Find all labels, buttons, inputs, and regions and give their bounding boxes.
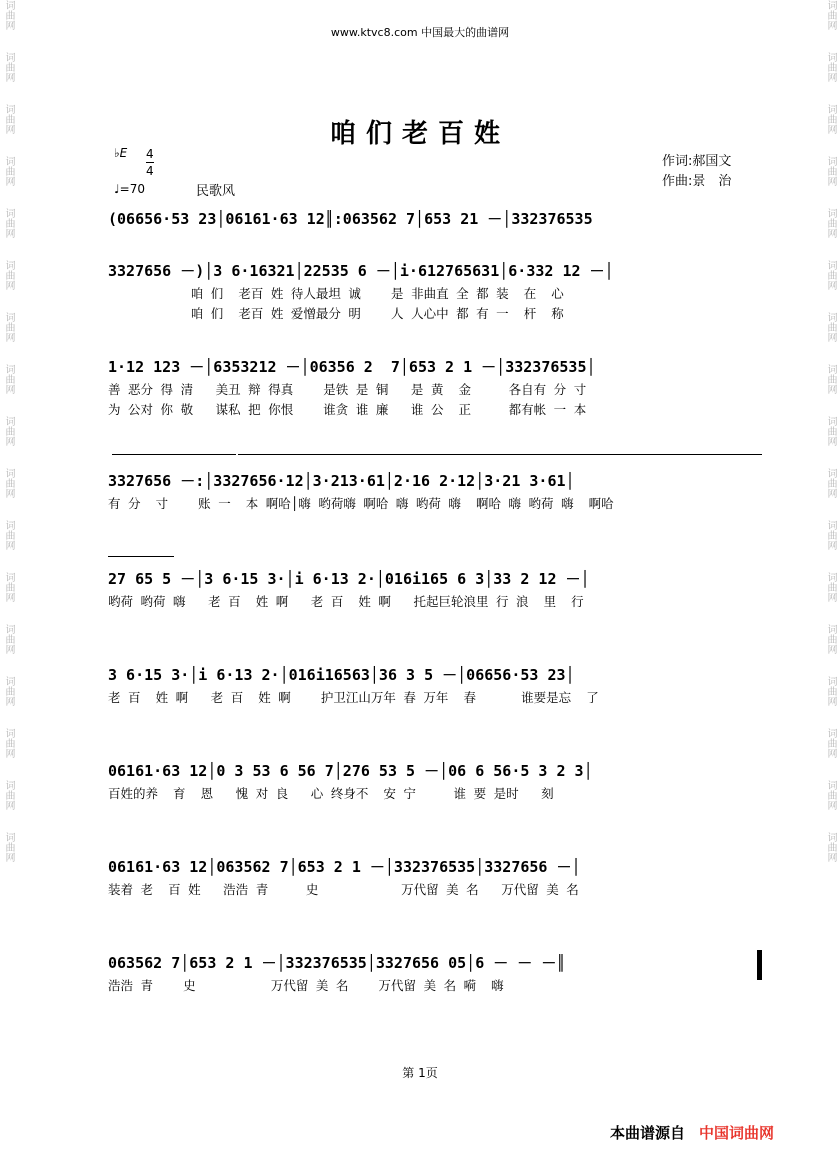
lyric-verse-1: 哟荷 哟荷 嗨 老 百 姓 啊 老 百 姓 啊 托起巨轮浪里 行 浪 里 行 bbox=[108, 594, 584, 609]
watermark-text: 词曲网 bbox=[3, 260, 14, 290]
lyric-verse-1: 善 恶分 得 清 美丑 辩 得真 是铁 是 铜 是 黄 金 各自有 分 寸 bbox=[108, 382, 587, 397]
page-number: 第 1页 bbox=[402, 1066, 438, 1080]
notes: 3 6·15 3·│i 6·13 2·│016i16563│36 3 5 －│06656·53 23│ bbox=[108, 666, 575, 684]
volta-2-continuation-line bbox=[108, 556, 174, 557]
key-signature: ♭E bbox=[114, 146, 128, 160]
watermark-text: 词曲网 bbox=[825, 780, 836, 810]
watermark-text: 词曲网 bbox=[3, 676, 14, 706]
notes: 063562 7│653 2 1 －│332376535│3327656 05│6 － － －║ bbox=[108, 954, 566, 972]
time-sig-denominator: 4 bbox=[146, 164, 154, 178]
watermark-text: 词曲网 bbox=[825, 0, 836, 30]
tempo-marking: ♩=70 bbox=[114, 182, 145, 196]
composer: 作曲:景 治 bbox=[662, 174, 732, 189]
notes: (06656·53 23│06161·63 12║:063562 7│653 21 －│332376535 bbox=[108, 210, 593, 228]
volta-1-line bbox=[112, 454, 236, 455]
notes: 1·12 123 －│6353212 －│06356 2 7│653 2 1 －│332376535│ bbox=[108, 358, 596, 376]
watermark-text: 词曲网 bbox=[825, 52, 836, 82]
lyric-verse-1: 百姓的养 育 恩 愧 对 良 心 终身不 安 宁 谁 要 是时 刻 bbox=[108, 786, 554, 801]
lyric-verse-2: 咱 们 老百 姓 爱憎最分 明 人 人心中 都 有 一 杆 称 bbox=[108, 306, 564, 321]
score-row-4 bbox=[108, 468, 762, 514]
lyric-verse-1: 有 分 寸 账 一 本 啊哈│嗨 哟荷嗨 啊哈 嗨 哟荷 嗨 啊哈 嗨 哟荷 嗨 啊哈 bbox=[108, 496, 614, 511]
score-row-7 bbox=[108, 758, 762, 804]
watermark-text: 词曲网 bbox=[825, 156, 836, 186]
watermark-text: 词曲网 bbox=[825, 416, 836, 446]
watermark-text: 词曲网 bbox=[825, 468, 836, 498]
watermark-text: 词曲网 bbox=[3, 728, 14, 758]
watermark-text: 词曲网 bbox=[3, 104, 14, 134]
song-title: 咱们老百姓 bbox=[329, 119, 510, 149]
lyric-verse-1: 咱 们 老百 姓 待人最坦 诚 是 非曲直 全 都 装 在 心 bbox=[108, 286, 564, 301]
watermark-text: 词曲网 bbox=[3, 0, 14, 30]
lyric-verse-2: 为 公对 你 敬 谋私 把 你恨 谁贪 谁 廉 谁 公 正 都有帐 一 本 bbox=[108, 402, 587, 417]
lyric-verse-1: 老 百 姓 啊 老 百 姓 啊 护卫江山万年 春 万年 春 谁要是忘 了 bbox=[108, 690, 599, 705]
watermark-text: 词曲网 bbox=[825, 208, 836, 238]
time-sig-numerator: 4 bbox=[146, 147, 154, 161]
style-marking: 民歌风 bbox=[196, 184, 236, 199]
watermark-text: 词曲网 bbox=[825, 624, 836, 654]
watermark-text: 词曲网 bbox=[825, 832, 836, 862]
watermark-text: 词曲网 bbox=[3, 832, 14, 862]
watermark-text: 词曲网 bbox=[3, 624, 14, 654]
watermark-text: 词曲网 bbox=[3, 780, 14, 810]
watermark-text: 词曲网 bbox=[3, 312, 14, 342]
watermark-text: 词曲网 bbox=[825, 312, 836, 342]
score-row-2 bbox=[108, 258, 762, 324]
time-signature bbox=[146, 146, 154, 179]
lyric-verse-1 bbox=[108, 232, 762, 252]
notes: 3327656 －:│3327656·12│3·213·61│2·16 2·12│3·21 3·61│ bbox=[108, 472, 575, 490]
watermark-text: 词曲网 bbox=[825, 104, 836, 134]
side-watermark-right bbox=[824, 0, 838, 1169]
score-row-8 bbox=[108, 854, 762, 900]
source-credit bbox=[610, 1122, 774, 1143]
score-row-1 bbox=[108, 206, 762, 252]
watermark-text: 词曲网 bbox=[3, 416, 14, 446]
watermark-text: 词曲网 bbox=[3, 208, 14, 238]
watermark-text: 词曲网 bbox=[825, 728, 836, 758]
watermark-text: 词曲网 bbox=[3, 520, 14, 550]
watermark-text: 词曲网 bbox=[3, 156, 14, 186]
score-row-9 bbox=[108, 950, 762, 996]
final-barline bbox=[757, 950, 762, 980]
score-row-6 bbox=[108, 662, 762, 708]
watermark-text: 词曲网 bbox=[3, 52, 14, 82]
score-row-5 bbox=[108, 566, 762, 612]
notes: 27 65 5 －│3 6·15 3·│i 6·13 2·│016i165 6 3│33 2 12 －│ bbox=[108, 570, 590, 588]
notes: 3327656 －)│3 6·16321│22535 6 －│i·612765631│6·332 12 －│ bbox=[108, 262, 614, 280]
watermark-text: 词曲网 bbox=[825, 364, 836, 394]
watermark-text: 词曲网 bbox=[825, 572, 836, 602]
lyric-verse-1: 装着 老 百 姓 浩浩 青 史 万代留 美 名 万代留 美 名 bbox=[108, 882, 579, 897]
score-row-3 bbox=[108, 354, 762, 420]
lyric-verse-1: 浩浩 青 史 万代留 美 名 万代留 美 名 嗬 嗨 bbox=[108, 978, 504, 993]
watermark-text: 词曲网 bbox=[3, 468, 14, 498]
watermark-text: 词曲网 bbox=[825, 260, 836, 290]
notes: 06161·63 12│063562 7│653 2 1 －│332376535│3327656 －│ bbox=[108, 858, 581, 876]
watermark-text: 词曲网 bbox=[3, 364, 14, 394]
lyricist: 作词:郝国文 bbox=[662, 154, 732, 169]
site-header: www.ktvc8.com 中国最大的曲谱网 bbox=[330, 26, 510, 39]
watermark-text: 词曲网 bbox=[825, 676, 836, 706]
volta-2-line bbox=[238, 454, 762, 455]
side-watermark-left bbox=[2, 0, 16, 1169]
watermark-text: 词曲网 bbox=[3, 572, 14, 602]
notes: 06161·63 12│0 3 53 6 56 7│276 53 5 －│06 6 56·5 3 2 3│ bbox=[108, 762, 593, 780]
source-label: 本曲谱源自 bbox=[610, 1124, 686, 1142]
credits bbox=[662, 152, 731, 192]
source-brand[interactable]: 中国词曲网 bbox=[699, 1124, 775, 1142]
watermark-text: 词曲网 bbox=[825, 520, 836, 550]
